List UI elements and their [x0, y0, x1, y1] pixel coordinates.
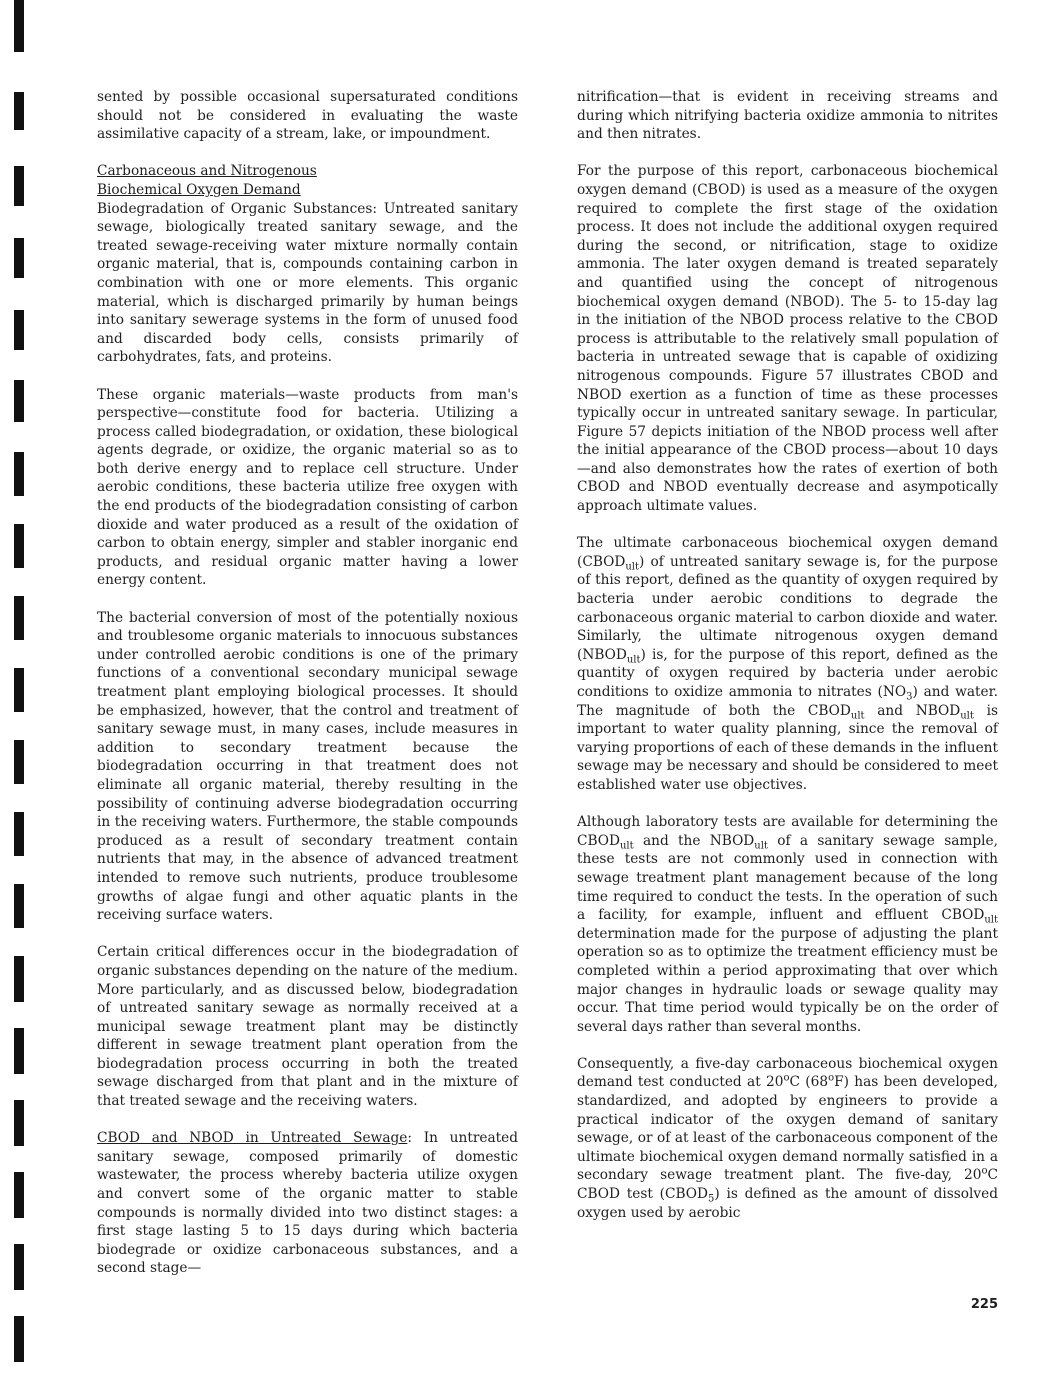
paragraph: sented by possible occasional supersaturated conditions should not be considered in evaluating the waste assimilative capacity of a stream, lake, or impoundment.	[97, 89, 518, 143]
binding-bar	[14, 956, 24, 1002]
binding-bar	[14, 812, 24, 856]
binding-bar	[14, 1316, 24, 1362]
binding-bar	[14, 1100, 24, 1146]
text-run: ) of untreated sanitary sewage is, for the purpose of this report, defined as the quantity of oxygen required by bacteria under aerobic conditions to degrade the carbonaceous organic material to carbon dioxide and water. Similarly, the ultimate nitrogenous oxygen demand (NBOD	[577, 553, 998, 663]
superscript: o	[783, 1072, 790, 1084]
subscript: ult	[754, 840, 768, 852]
text-run: Consequently, a five-day carbonaceous biochemical oxygen demand test conducted at 20	[577, 1055, 998, 1091]
paragraph: The bacterial conversion of most of the potentially noxious and troublesome organic materials to innocuous substances under controlled aerobic conditions is one of the primary functions of a conventional secondary municipal sewage treatment plant employing biological processes. It should be emphasized, however, that the control and treatment of sanitary sewage must, in many cases, include measures in addition to secondary treatment because the biodegradation occurring in that treatment does not eliminate all organic material, thereby resulting in the possibility of continuing adverse biodegradation occurring in the receiving waters. Furthermore, the stable compounds produced as a result of secondary treatment contain nutrients that may, in the absence of advanced treatment intended to remove such nutrients, produce troublesome growths of algae fungi and other aquatic plants in the receiving surface waters.	[97, 609, 518, 924]
paragraph	[97, 1129, 518, 1278]
subscript: ult	[850, 710, 865, 722]
right-column	[577, 88, 998, 1241]
text-run: and the NBOD	[633, 832, 755, 849]
text-run: C CBOD test (CBOD	[577, 1167, 998, 1203]
section-heading-line: Carbonaceous and Nitrogenous	[97, 163, 317, 180]
text-run: C (68	[789, 1074, 829, 1091]
superscript: o	[981, 1165, 988, 1177]
text-run: Although laboratory tests are available for determining the CBOD	[577, 814, 998, 849]
text-run: is important to water quality planning, since the removal of varying proportions of each of these demands in the influent sewage may be necessary and should be considered to meet established water use objectives.	[577, 702, 998, 793]
binding-bar	[14, 380, 24, 422]
text-run: The ultimate carbonaceous biochemical oxygen demand (CBOD	[577, 535, 998, 570]
binding-bar	[14, 1172, 24, 1218]
subscript: ult	[619, 840, 634, 852]
binding-marks	[14, 0, 34, 1379]
text-run: ) is, for the purpose of this report, defined as the quantity of oxygen required by bacteria under aerobic conditions to oxidize ammonia to nitrates (NO	[577, 646, 998, 700]
subscript: ult	[984, 914, 998, 926]
paragraph: Biodegradation of Organic Substances: Untreated sanitary sewage, biologically treated sanitary sewage, and the treated sewage-receiving water mixture normally contain organic material, that is, compounds containing carbon in combination with one or more elements. This organic material, which is discharged primarily by human beings into sanitary sewerage systems in the form of unused food and discarded body cells, consists primarily of carbohydrates, fats, and proteins.	[97, 200, 518, 366]
paragraph	[577, 813, 998, 1036]
binding-bar	[14, 452, 24, 496]
left-column	[97, 88, 518, 1297]
binding-bar	[14, 92, 24, 130]
paragraph: Certain critical differences occur in the biodegradation of organic substances depending on the nature of the medium. More particularly, and as discussed below, biodegradation of untreated sanitary sewage as normally received at a municipal sewage treatment plant may be distinctly different in sewage treatment plant operation from the biodegradation process occurring in both the treated sewage discharged from that plant and in the mixture of that treated sewage and the receiving waters.	[97, 944, 518, 1110]
binding-bar	[14, 166, 24, 206]
section-heading-paragraph	[97, 162, 518, 199]
binding-bar	[14, 668, 24, 712]
subscript: ult	[625, 561, 639, 573]
subscript: ult	[626, 654, 641, 666]
binding-bar	[14, 1244, 24, 1290]
binding-bar	[14, 524, 24, 568]
paragraph	[577, 1055, 998, 1222]
text-run: ) and water. The magnitude of both the CBOD	[577, 684, 998, 719]
paragraph-text: : In untreated sanitary sewage, composed primarily of domestic wastewater, the process whereby bacteria utilize oxygen and convert some of the organic matter to stable compounds is normally divided into two distinct stages: a first stage lasting 5 to 15 days during which bacteria biodegrade or oxidize carbonaceous substances, and a second stage—	[97, 1130, 518, 1277]
section-heading-line: Biochemical Oxygen Demand	[97, 181, 301, 198]
page-number: 225	[970, 1297, 998, 1312]
subscript: 5	[707, 1193, 715, 1205]
binding-bar	[14, 310, 24, 350]
text-run: ) is defined as the amount of dissolved oxygen used by aerobic	[577, 1186, 998, 1221]
superscript: o	[828, 1072, 835, 1084]
paragraph: These organic materials—waste products from man's perspective—constitute food for bacteria. Utilizing a process called biodegradation, or oxidation, these biological agents degrade, or oxidize, the organic material so as to both derive energy and to replace cell structure. Under aerobic conditions, these bacteria utilize free oxygen with the end products of the biodegradation consisting of carbon dioxide and water produced as a result of the oxidation of carbon to obtain energy, simpler and stabler inorganic end products, and residual organic matter having a lower energy content.	[97, 386, 518, 589]
binding-bar	[14, 884, 24, 928]
binding-bar	[14, 596, 24, 640]
subscript: 3	[906, 691, 913, 703]
subscript: ult	[960, 710, 974, 722]
binding-bar	[14, 238, 24, 278]
text-run: of a sanitary sewage sample, these tests are not commonly used in connection with sewage treatment plant management because of the long time required to conduct the tests. In the operation of such a facility, for example, influent and effluent CBOD	[577, 832, 998, 924]
paragraph: For the purpose of this report, carbonaceous biochemical oxygen demand (CBOD) is used as a measure of the oxygen required to complete the first stage of the oxidation process. It does not include the additional oxygen required during the second, or nitrification, stage to oxidize ammonia. The later oxygen demand is treated separately and quantified using the concept of nitrogenous biochemical oxygen demand (NBOD). The 5- to 15-day lag in the initiation of the NBOD process relative to the CBOD process is attributable to the relatively small population of bacteria in untreated sewage that is capable of oxidizing nitrogenous compounds. Figure 57 illustrates CBOD and NBOD exertion as a function of time as these processes typically occur in untreated sanitary sewage. In particular, Figure 57 depicts initiation of the NBOD process well after the initial appearance of the CBOD process—about 10 days—and also demonstrates how the rates of exertion of both CBOD and NBOD eventually decrease and asympotically approach ultimate values.	[577, 163, 998, 515]
binding-bar	[14, 1028, 24, 1074]
text-run: F) has been developed, standardized, and adopted by engineers to provide a practical indicator of the oxygen demand of sanitary sewage, or of at least of the carbonaceous component of the ultimate biochemical oxygen demand normally satisfied in a secondary sewage treatment plant. The five-day, 20	[577, 1074, 998, 1184]
text-run: determination made for the purpose of adjusting the plant operation so as to optimize the treatment efficiency must be completed within a period approximating that over which major changes in hydraulic loads or sewage quality may occur. That time period would typically be on the order of several days rather than several months.	[577, 925, 998, 1035]
binding-bar	[14, 740, 24, 784]
text-run: and NBOD	[864, 702, 961, 719]
run-in-heading: CBOD and NBOD in Untreated Sewage	[97, 1130, 408, 1147]
paragraph: nitrification—that is evident in receiving streams and during which nitrifying bacteria oxidize ammonia to nitrites and then nitrates.	[577, 89, 998, 143]
binding-bar	[14, 0, 24, 52]
paragraph	[577, 534, 998, 794]
